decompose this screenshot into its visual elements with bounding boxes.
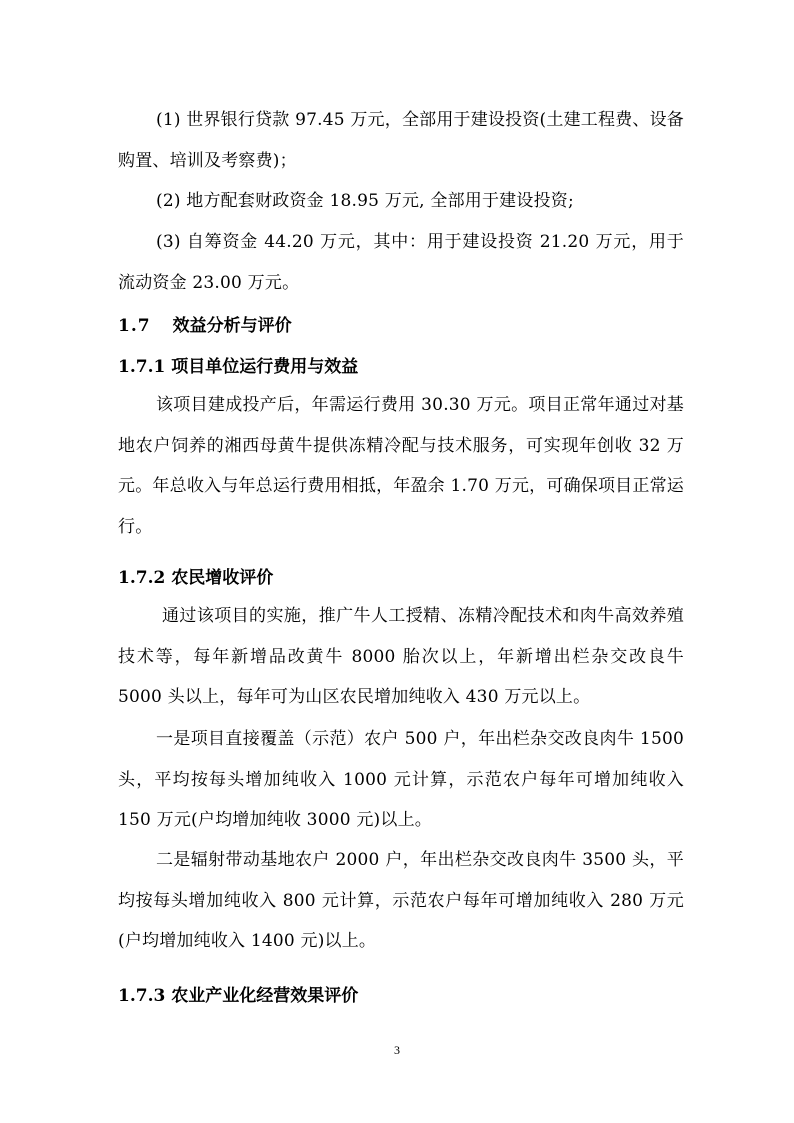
section-title: 效益分析与评价 [172, 316, 292, 336]
demonstration-households-paragraph: 一是项目直接覆盖（示范）农户 500 户，年出栏杂交改良肉牛 1500 头，平均按每头增加纯收入 1000 元计算，示范农户每年可增加纯收入 150 万元(户均增加纯收 3000 元)以上。 [118, 729, 684, 830]
section-heading-1-7-1: 1.7.1 项目单位运行费用与效益 [118, 357, 359, 377]
funding-item-world-bank: (1) 世界银行贷款 97.45 万元，全部用于建设投资(土建工程费、设备购置、培训及考察费)； [118, 110, 684, 171]
farmer-income-paragraph: 通过该项目的实施，推广牛人工授精、冻精冷配技术和肉牛高效养殖技术等，每年新增品改黄牛 8000 胎次以上，年新增出栏杂交改良牛 5000 头以上，每年可为山区农民增加纯收入 430 万元以上。 [118, 606, 684, 707]
radiation-households-paragraph: 二是辐射带动基地农户 2000 户，年出栏杂交改良肉牛 3500 头，平均按每头增加纯收入 800 元计算，示范农户每年可增加纯收入 280 万元(户均增加纯收入 1400 元)以上。 [118, 850, 684, 951]
section-heading-1-7-2: 1.7.2 农民增收评价 [118, 568, 274, 588]
section-heading-1-7 [118, 314, 292, 338]
funding-item-self-raised: (3) 自筹资金 44.20 万元，其中：用于建设投资 21.20 万元，用于流动资金 23.00 万元。 [118, 232, 684, 293]
section-number: 1.7 [118, 316, 151, 336]
funding-item-local-finance: (2) 地方配套财政资金 18.95 万元, 全部用于建设投资; [156, 191, 574, 211]
page-number: 3 [394, 1043, 400, 1057]
operating-cost-paragraph: 该项目建成投产后，年需运行费用 30.30 万元。项目正常年通过对基地农户饲养的湘西母黄牛提供冻精冷配与技术服务，可实现年创收 32 万元。年总收入与年总运行费用相抵，年盈余 1.70 万元，可确保项目正常运行。 [118, 395, 684, 537]
section-heading-1-7-3: 1.7.3 农业产业化经营效果评价 [118, 986, 359, 1006]
